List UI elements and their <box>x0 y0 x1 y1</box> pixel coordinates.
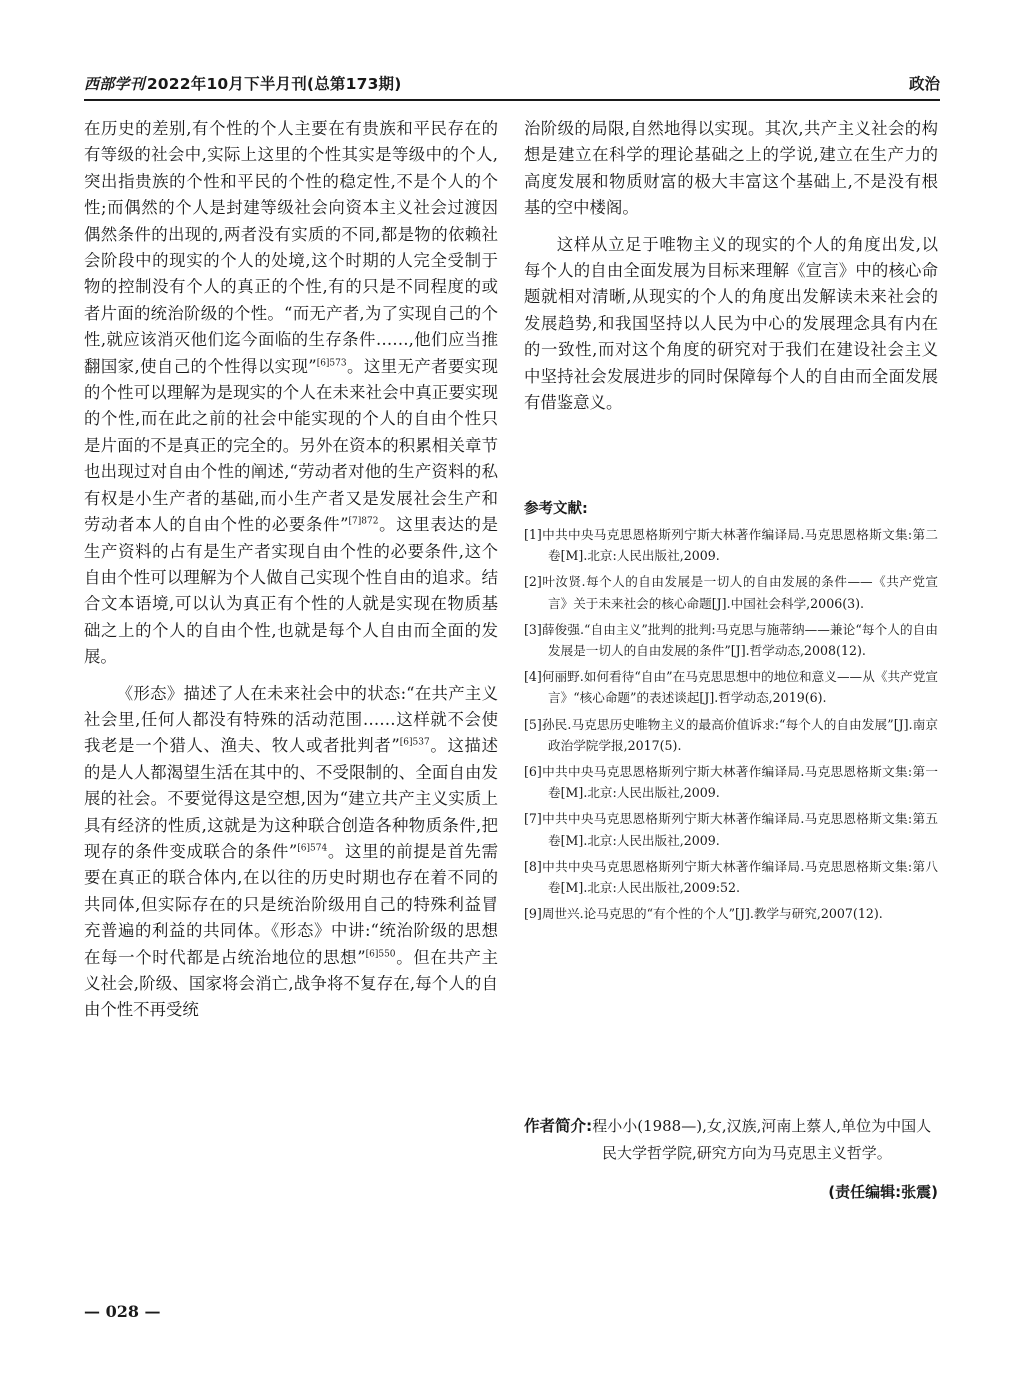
responsible-editor: (责任编辑:张震) <box>828 1183 938 1201</box>
reference-item: [8]中共中央马克思恩格斯列宁斯大林著作编译局.马克思恩格斯文集:第八卷[M].北京:人民出版社,2009:52. <box>524 858 938 896</box>
citation: [6]573 <box>316 358 347 369</box>
citation: [6]550 <box>365 949 396 960</box>
left-paragraph-1: 在历史的差别,有个性的个人主要在有贵族和平民存在的有等级的社会中,实际上这里的个性其实是等级中的个人,突出指贵族的个性和平民的个性的稳定性,不是个人的个性;而偶然的个人是封建等级社会向资本主义社会过渡因偶然条件的出现的,两者没有实质的不同,都是物的依赖社会阶段中的现实的个人的处境,这个时期的人完全受制于物的控制没有个人的真正的个性,有的只是不同程度的或者片面的统治阶级的个性。“而无产者,为了实现自己的个性,就应该消灭他们迄今面临的生存条件……,他们应当推翻国家,使自己的个性得以实现”$^{[6]573}$。这里无产者要实现的个性可以理解为是现实的个人在未来社会中真正要实现的个性,而在此之前的社会中能实现的个人的自由个性只是片面的不是真正的完全的。另外在资本的积累相关章节也出现过对自由个性的阐述,“劳动者对他的生产资料的私有权是小生产者的基础,而小生产者又是发展社会生产和劳动者本人的自由个性的必要条件”$^{[7]872}$。这里表达的是生产资料的占有是生产者实现自由个性的必要条件,这个自由个性可以理解为个人做自己实现个性自由的追求。结合文本语境,可以认为真正有个性的人就是实现在物质基础之上的个人的自由个性,也就是每个人自由而全面的发展。 <box>84 119 499 667</box>
left-paragraph-2: 《形态》描述了人在未来社会中的状态:“在共产主义社会里,任何人都没有特殊的活动范围……这样就不会使我老是一个猎人、渔夫、牧人或者批判者”$^{[6]537}$。这描述的是人人都渴望生活在其中的、不受限制的、全面自由发展的社会。不要觉得这是空想,因为“建立共产主义实质上具有经济的性质,这就是为这种联合创造各种物质条件,把现存的条件变成联合的条件”$^{[6]574}$。这里的前提是首先需要在真正的联合体内,在以往的历史时期也存在着不同的共同体,但实际存在的只是统治阶级用自己的特殊利益冒充普遍的利益的共同体。《形态》中讲:“统治阶级的思想在每一个时代都是占统治地位的思想”$^{[6]550}$。但在共产主义社会,阶级、国家将会消亡,战争将不复存在,每个人的自由个性不再受统 <box>84 683 499 1020</box>
citation: [7]872 <box>348 516 379 527</box>
journal-logo: 西部学刊 <box>84 75 145 93</box>
reference-item: [3]薛俊强.“自由主义”批判的批判:马克思与施蒂纳——兼论“每个人的自由发展是一切人的自由发展的条件”[J].哲学动态,2008(12). <box>524 621 938 659</box>
right-paragraph-2: 这样从立足于唯物主义的现实的个人的角度出发,以每个人的自由全面发展为目标来理解《宣言》中的核心命题就相对清晰,从现实的个人的角度出发解读未来社会的发展趋势,和我国坚持以人民为中心的发展理念具有内在的一致性,而对这个角度的研究对于我们在建设社会主义中坚持社会发展进步的同时保障每个人的自由而全面发展有借鉴意义。 <box>524 234 938 413</box>
right-paragraph-1: 治阶级的局限,自然地得以实现。其次,共产主义社会的构想是建立在科学的理论基础之上的学说,建立在生产力的高度发展和物质财富的极大丰富这个基础上,不是没有根基的空中楼阁。 <box>524 119 938 218</box>
reference-item: [9]周世兴.论马克思的“有个性的个人”[J].教学与研究,2007(12). <box>524 906 883 922</box>
left-column <box>84 116 498 1024</box>
journal-issue <box>84 72 402 94</box>
page-number: — 028 — <box>84 1302 161 1321</box>
reference-item: [5]孙民.马克思历史唯物主义的最高价值诉求:“每个人的自由发展”[J].南京政治学院学报,2017(5). <box>524 716 938 753</box>
reference-item: [4]何丽野.如何看待“自由”在马克思思想中的地位和意义——从《共产党宣言》“核心命题”的表述谈起[J].哲学动态,2019(6). <box>524 669 938 706</box>
right-column <box>524 116 938 416</box>
author-bio-text: 程小小(1988—),女,汉族,河南上蔡人,单位为中国人民大学哲学院,研究方向为马克思主义哲学。 <box>592 1117 932 1162</box>
reference-item: [6]中共中央马克思恩格斯列宁斯大林著作编译局.马克思恩格斯文集:第一卷[M].北京:人民出版社,2009. <box>524 764 938 801</box>
references-title: 参考文献: <box>524 501 588 517</box>
running-header <box>84 68 940 98</box>
reference-item: [7]中共中央马克思恩格斯列宁斯大林著作编译局.马克思恩格斯文集:第五卷[M].北京:人民出版社,2009. <box>524 811 938 848</box>
reference-item: [1]中共中央马克思恩格斯列宁斯大林著作编译局.马克思恩格斯文集:第二卷[M].北京:人民出版社,2009. <box>524 527 938 564</box>
citation: [6]574 <box>297 843 328 854</box>
author-bio <box>524 1113 938 1167</box>
header-rule <box>84 99 940 101</box>
references-list <box>524 524 938 929</box>
citation: [6]537 <box>399 737 430 748</box>
issue-info: 2022年10月下半月刊(总第173期) <box>146 75 402 93</box>
reference-item: [2]叶汝贤.每个人的自由发展是一切人的自由发展的条件——《共产党宣言》关于未来社会的核心命题[J].中国社会科学,2006(3). <box>524 574 938 611</box>
section-name: 政治 <box>908 75 940 93</box>
author-bio-label: 作者简介: <box>524 1117 593 1135</box>
